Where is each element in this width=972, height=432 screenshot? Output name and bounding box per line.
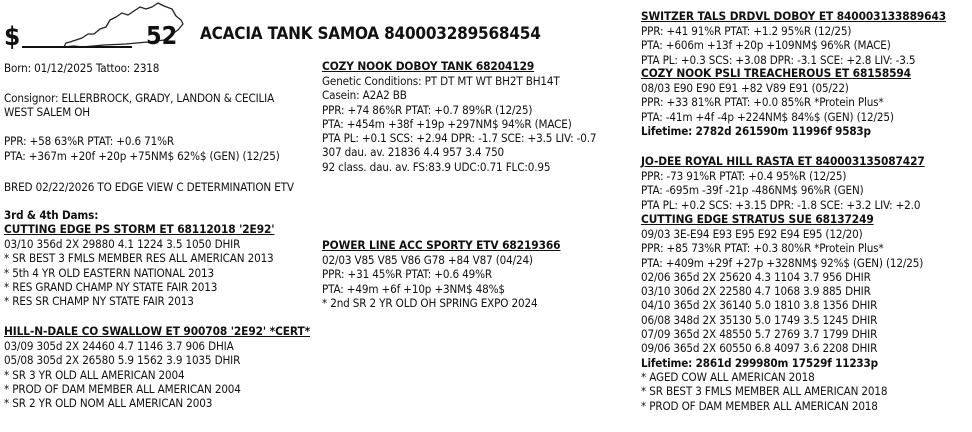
- record-line: PTA: -695m -39f -21p -486NM$ 96%R (GEN): [641, 183, 864, 198]
- record-line: * SR BEST 3 FMLS MEMBER ALL AMERICAN 2018: [641, 384, 888, 399]
- record-line: 03/09 305d 2X 24460 4.7 1146 3.7 906 DHIA: [4, 339, 234, 353]
- price-dollar-sign: $: [4, 22, 21, 52]
- record-line: PTA PL: +0.3 SCS: +3.08 DPR: -3.1 SCE: +2.8 LIV: -3.5: [641, 52, 916, 67]
- record-line: PTA: +409m +29f +27p +328NM$ 92%$ (GEN) (12/25): [641, 255, 924, 270]
- record-line: PPR: +33 81%R PTAT: +0.0 85%R *Protein Plus*: [641, 95, 884, 110]
- record-line: * RES GRAND CHAMP NY STATE FAIR 2013: [4, 279, 218, 294]
- record-line: 06/08 348d 2X 35130 5.0 1749 3.5 1245 DHIR: [641, 312, 878, 327]
- dam-dam-name: CUTTING EDGE STRATUS SUE 68137249: [641, 212, 874, 226]
- dam-sire-name: JO-DEE ROYAL HILL RASTA ET 840003135087427: [641, 154, 925, 168]
- lifetime-record: Lifetime: 2782d 261590m 11996f 9583p: [641, 123, 871, 138]
- record-line: * AGED COW ALL AMERICAN 2018: [641, 369, 815, 384]
- record-line: 03/10 356d 2X 29880 4.1 1224 3.5 1050 DHIR: [4, 237, 241, 251]
- animal-pta: PTA: +367m +20f +20p +75NM$ 62%$ (GEN) (12/25): [4, 149, 280, 163]
- lifetime-record: Lifetime: 2861d 299980m 17529f 11233p: [641, 355, 878, 370]
- sire-sire-name: SWITZER TALS DRDVL DOBOY ET 840003133889643: [641, 9, 947, 23]
- record-line: PTA PL: +0.2 SCS: +3.15 DPR: -1.8 SCE: +3.2 LIV: +2.0: [641, 197, 921, 212]
- record-line: PTA: +454m +38f +19p +297NM$ 94%R (MACE): [322, 116, 572, 131]
- price-blank-line: [22, 46, 132, 48]
- record-line: Genetic Conditions: PT DT MT WT BH2T BH14T: [322, 74, 560, 88]
- sire-sire-record: [641, 24, 915, 67]
- sire-record: [322, 74, 596, 174]
- bred-info: BRED 02/22/2026 TO EDGE VIEW C DETERMINATION ETV: [4, 180, 294, 194]
- animal-ppr: PPR: +58 63%R PTAT: +0.6 71%R: [4, 134, 174, 148]
- record-line: PPR: +31 45%R PTAT: +0.6 49%R: [322, 267, 492, 282]
- dam-dam-record: [641, 227, 923, 413]
- record-line: PTA PL: +0.1 SCS: +2.94 DPR: -1.7 SCE: +3.5 LIV: -0.7: [322, 131, 597, 146]
- record-line: PTA: +49m +6f +10p +3NM$ 48%$: [322, 281, 505, 296]
- dams-title: 3rd & 4th Dams:: [4, 208, 99, 222]
- record-line: 07/09 365d 2X 48550 5.7 2769 3.7 1799 DHIR: [641, 327, 878, 342]
- record-line: PTA: +606m +13f +20p +109NM$ 96%R (MACE): [641, 38, 891, 53]
- record-line: 04/10 365d 2X 36140 5.0 1810 3.8 1356 DHIR: [641, 298, 878, 313]
- record-line: Casein: A2A2 BB: [322, 88, 407, 103]
- record-line: PTA: -41m +4f -4p +224NM$ 84%$ (GEN) (12/25): [641, 109, 894, 124]
- animal-name: ACACIA TANK SAMOA 840003289568454: [200, 24, 541, 44]
- consignor-line-1: Consignor: ELLERBROCK, GRADY, LANDON & CECILIA: [4, 91, 275, 105]
- record-line: * 2nd SR 2 YR OLD OH SPRING EXPO 2024: [322, 295, 538, 310]
- record-line: 02/06 365d 2X 25620 4.3 1104 3.7 956 DHIR: [641, 269, 871, 284]
- record-line: * 5th 4 YR OLD EASTERN NATIONAL 2013: [4, 265, 214, 280]
- third-dam-name: CUTTING EDGE PS STORM ET 68112018 '2E92': [4, 222, 275, 236]
- record-line: * SR BEST 3 FMLS MEMBER RES ALL AMERICAN 2013: [4, 251, 274, 266]
- fourth-dam-record: [4, 339, 241, 410]
- sire-name: COZY NOOK DOBOY TANK 68204129: [322, 59, 535, 73]
- sire-dam-name: COZY NOOK PSLI TREACHEROUS ET 68158594: [641, 66, 911, 80]
- record-line: 05/08 305d 2X 26580 5.9 1562 3.9 1035 DHIR: [4, 353, 241, 368]
- record-line: 08/03 E90 E90 E91 +82 V89 E91 (05/22): [641, 81, 849, 95]
- consignor-line-2: WEST SALEM OH: [4, 105, 90, 119]
- record-line: * PROD OF DAM MEMBER ALL AMERICAN 2004: [4, 381, 241, 396]
- sire-dam-record: [641, 81, 894, 138]
- dam-sire-record: [641, 169, 920, 212]
- third-dam-record: [4, 237, 274, 308]
- record-line: * RES SR CHAMP NY STATE FAIR 2013: [4, 294, 194, 309]
- lot-number: 52: [146, 21, 178, 50]
- dam-name: POWER LINE ACC SPORTY ETV 68219366: [322, 238, 561, 252]
- record-line: 03/10 306d 2X 22580 4.7 1068 3.9 885 DHIR: [641, 284, 871, 299]
- born-tattoo: Born: 01/12/2025 Tattoo: 2318: [4, 61, 160, 75]
- record-line: 02/03 V85 V85 V86 G78 +84 V87 (04/24): [322, 253, 533, 267]
- record-line: * PROD OF DAM MEMBER ALL AMERICAN 2018: [641, 398, 878, 413]
- record-line: * SR 2 YR OLD NOM ALL AMERICAN 2003: [4, 396, 213, 411]
- record-line: 307 dau. av. 21836 4.4 957 3.4 750: [322, 145, 505, 160]
- fourth-dam-name: HILL-N-DALE CO SWALLOW ET 900708 '2E92' *CERT*: [4, 324, 311, 338]
- record-line: 09/03 3E-E94 E93 E95 E92 E94 E95 (12/20): [641, 227, 863, 241]
- record-line: PPR: -73 91%R PTAT: +0.4 95%R (12/25): [641, 169, 847, 183]
- record-line: * SR 3 YR OLD ALL AMERICAN 2004: [4, 367, 185, 382]
- record-line: 92 class. dau. av. FS:83.9 UDC:0.71 FLC:0.95: [322, 159, 551, 174]
- record-line: PPR: +41 91%R PTAT: +1.2 95%R (12/25): [641, 24, 852, 38]
- record-line: PPR: +85 73%R PTAT: +0.3 80%R *Protein Plus*: [641, 241, 884, 256]
- record-line: 09/06 365d 2X 60550 6.8 4097 3.6 2208 DHIR: [641, 341, 878, 356]
- dam-record: [322, 253, 537, 310]
- record-line: PPR: +74 86%R PTAT: +0.7 89%R (12/25): [322, 102, 533, 117]
